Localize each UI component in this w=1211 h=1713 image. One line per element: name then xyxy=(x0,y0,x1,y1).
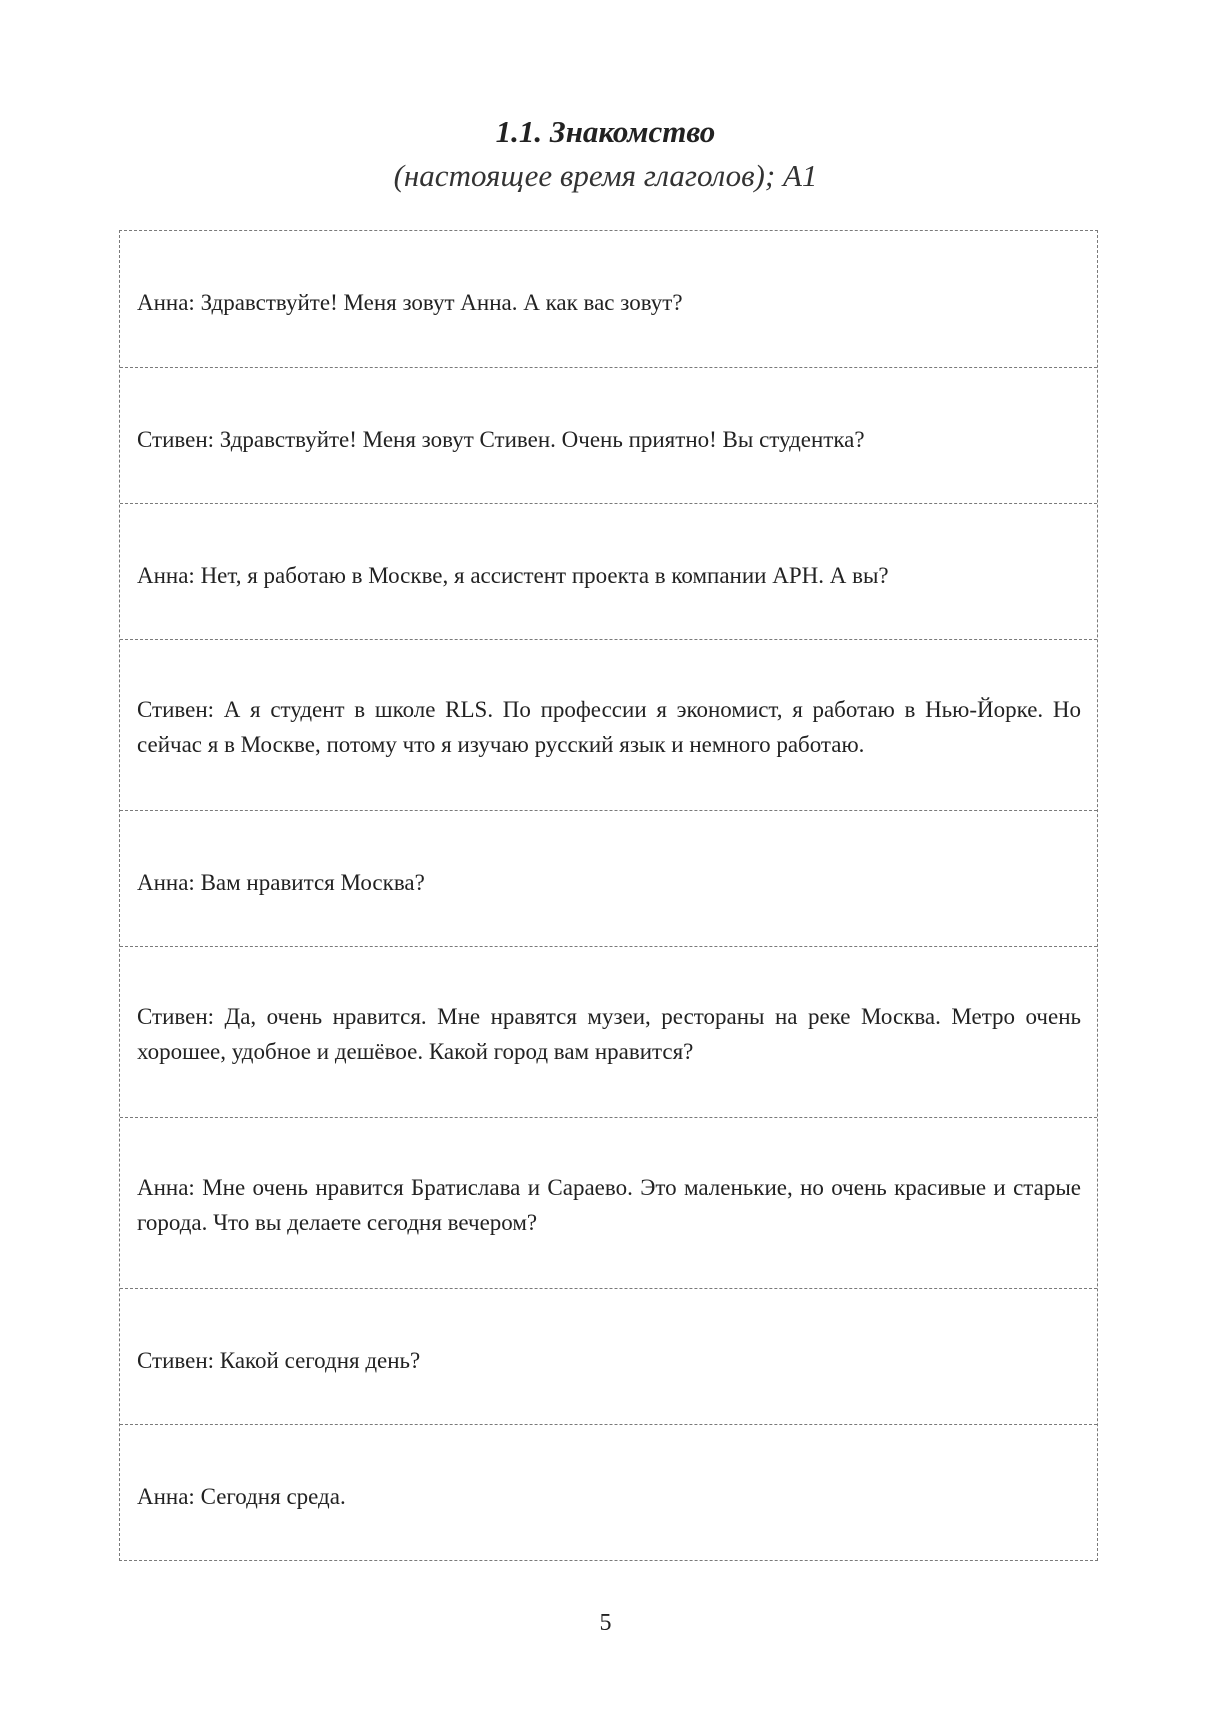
dialogue-row xyxy=(120,1117,1097,1288)
dialogue-line: Анна: Здравствуйте! Меня зовут Анна. А как вас зовут? xyxy=(137,290,683,315)
page-title: 1.1. Знакомство xyxy=(495,114,716,149)
page-number: 5 xyxy=(599,1610,612,1636)
dialogue-table xyxy=(119,230,1098,1561)
dialogue-row xyxy=(120,1424,1097,1560)
dialogue-row xyxy=(120,810,1097,946)
dialogue-row xyxy=(120,946,1097,1117)
dialogue-line: Анна: Нет, я работаю в Москве, я ассистент проекта в компании АРН. А вы? xyxy=(137,563,889,588)
dialogue-line: Стивен: Какой сегодня день? xyxy=(137,1348,421,1373)
dialogue-line: Анна: Вам нравится Москва? xyxy=(137,870,425,895)
dialogue-row xyxy=(120,503,1097,639)
dialogue-row xyxy=(120,367,1097,503)
dialogue-line: Стивен: Здравствуйте! Меня зовут Стивен. Очень приятно! Вы студентка? xyxy=(137,427,865,452)
dialogue-line: Анна: Мне очень нравится Братислава и Сараево. Это маленькие, но очень красивые и старые города. Что вы делаете сегодня вечером? xyxy=(137,1175,1081,1235)
dialogue-line: Стивен: Да, очень нравится. Мне нравятся музеи, рестораны на реке Москва. Метро очень хорошее, удобное и дешёвое. Какой город вам нравится? xyxy=(137,1004,1081,1064)
dialogue-line: Стивен: А я студент в школе RLS. По профессии я экономист, я работаю в Нью-Йорке. Но сейчас я в Москве, потому что я изучаю русский язык и немного работаю. xyxy=(137,697,1081,757)
dialogue-row xyxy=(120,231,1097,367)
dialogue-row xyxy=(120,639,1097,810)
dialogue-row xyxy=(120,1288,1097,1424)
dialogue-line: Анна: Сегодня среда. xyxy=(137,1484,346,1509)
page-subtitle: (настоящее время глаголов); А1 xyxy=(393,158,818,193)
